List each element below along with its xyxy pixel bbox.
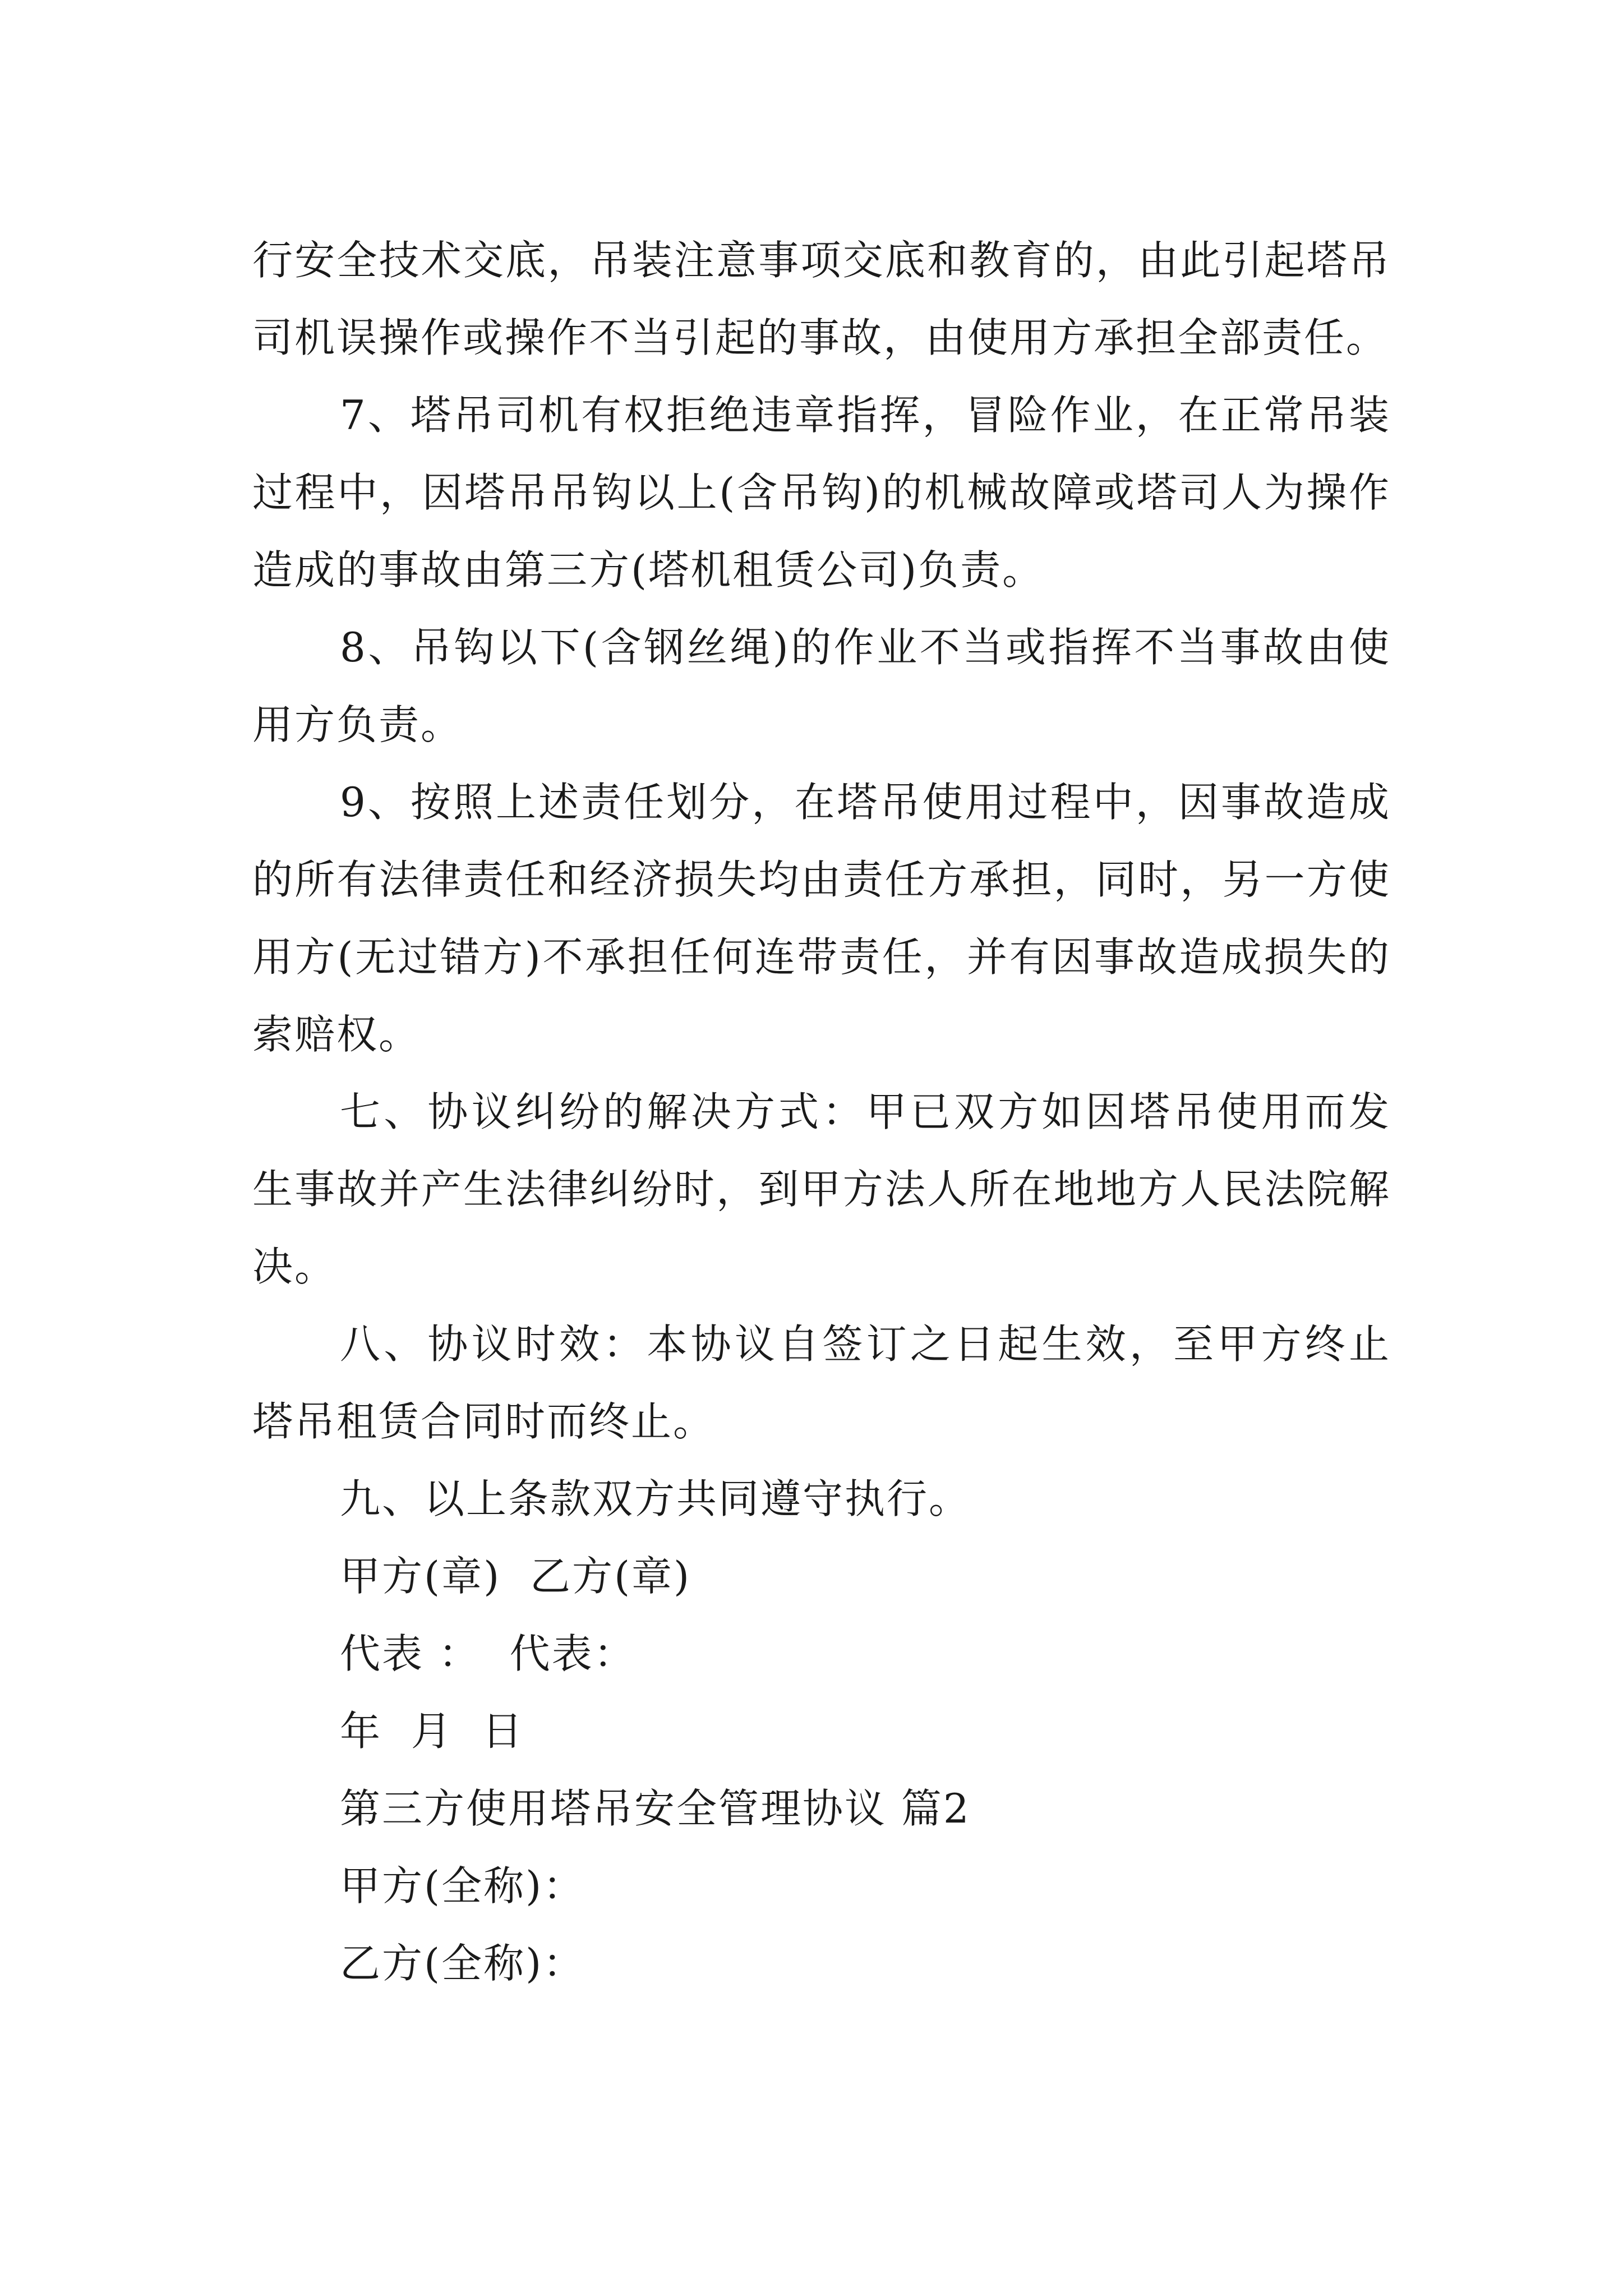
signature-representative-line: 代表 ： 代表： <box>340 1630 636 1677</box>
paragraph-section-8-validity: 八、协议时效：本协议自签订之日起生效，至甲方终止塔吊租赁合同时而终止。 <box>252 1320 1391 1445</box>
paragraph-clause-9: 9、按照上述责任划分，在塔吊使用过程中，因事故造成的所有法律责任和经济损失均由责任方承担，同时，另一方使用方(无过错方)不承担任何连带责任，并有因事故造成损失的索赔权。 <box>252 779 1391 1058</box>
signature-seal-line: 甲方(章) 乙方(章) <box>340 1553 691 1600</box>
paragraph-clause-8: 8、吊钩以下(含钢丝绳)的作业不当或指挥不当事故由使用方负责。 <box>252 624 1391 748</box>
document-page <box>252 222 1391 2002</box>
signature-date-line: 年 月 日 <box>340 1708 524 1755</box>
party-a-line: 甲方(全称)： <box>340 1862 585 1910</box>
paragraph-continuation: 行安全技术交底，吊装注意事项交底和教育的，由此引起塔吊司机误操作或操作不当引起的事故，由使用方承担全部责任。 <box>252 237 1391 361</box>
paragraph-section-9-compliance: 九、以上条款双方共同遵守执行。 <box>340 1475 971 1522</box>
paragraph-clause-7: 7、塔吊司机有权拒绝违章指挥，冒险作业，在正常吊装过程中，因塔吊吊钩以上(含吊钩)的机械故障或塔司人为操作造成的事故由第三方(塔机租赁公司)负责。 <box>252 392 1391 593</box>
paragraph-section-7-dispute: 七、协议纠纷的解决方式：甲已双方如因塔吊使用而发生事故并产生法律纠纷时，到甲方法人所在地地方人民法院解决。 <box>252 1088 1391 1290</box>
agreement-title-part-2: 第三方使用塔吊安全管理协议 篇2 <box>340 1785 971 1832</box>
party-b-line: 乙方(全称)： <box>340 1940 585 1987</box>
